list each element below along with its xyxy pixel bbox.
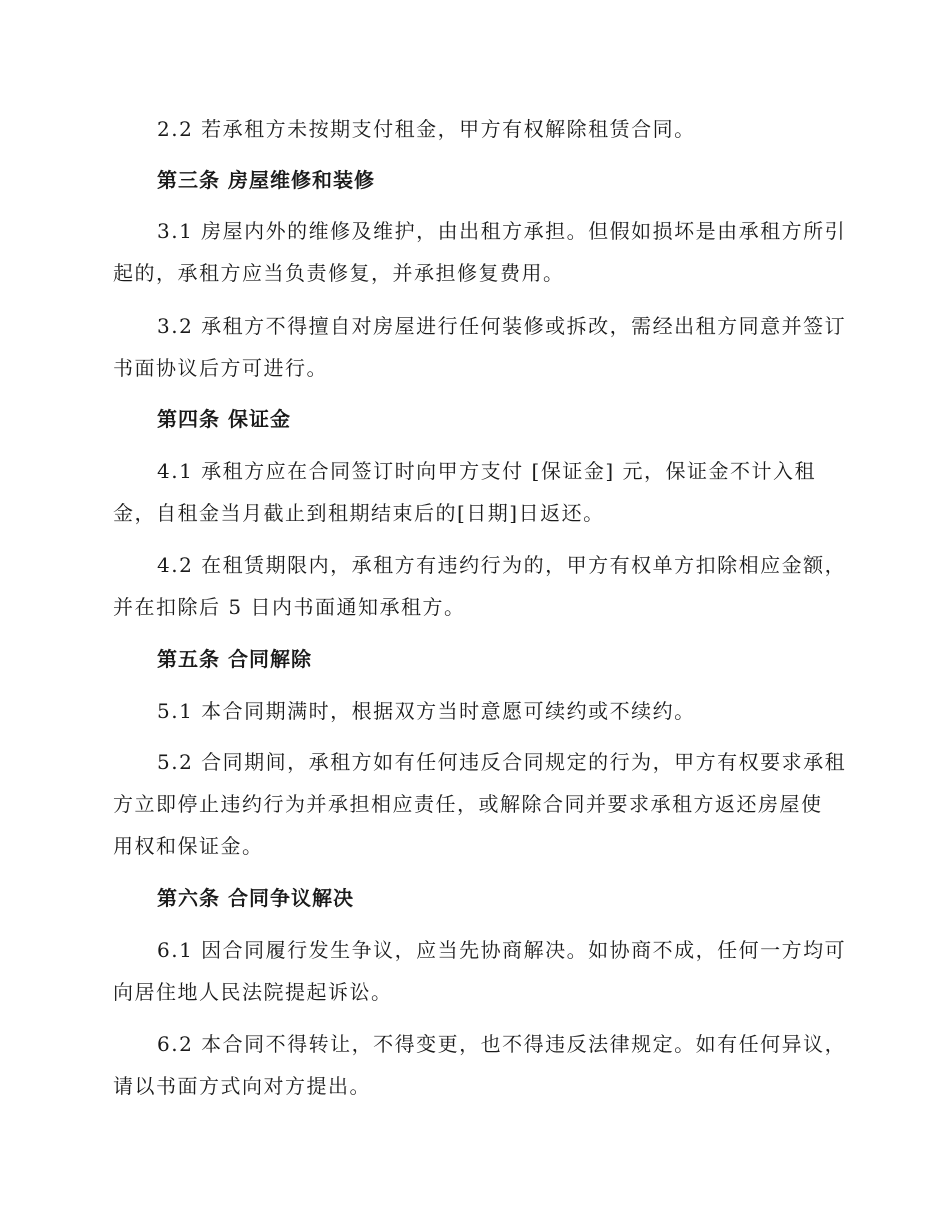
clause-4-1-line-1: 4.1 承租方应在合同签订时向甲方支付 [保证金] 元，保证金不计入租 — [157, 459, 816, 483]
section-heading-article-4: 第四条 保证金 — [157, 407, 291, 431]
section-heading-article-5: 第五条 合同解除 — [157, 647, 312, 671]
clause-3-1-line-2: 起的，承租方应当负责修复，并承担修复费用。 — [113, 261, 565, 285]
clause-5-1-text: 5.1 本合同期满时，根据双方当时意愿可续约或不续约。 — [157, 699, 696, 723]
clause-2-2-text: 2.2 若承租方未按期支付租金，甲方有权解除租赁合同。 — [157, 117, 696, 141]
clause-6-1-line-1: 6.1 因合同履行发生争议，应当先协商解决。如协商不成，任何一方均可 — [157, 938, 847, 962]
clause-6-2-line-2: 请以书面方式向对方提出。 — [113, 1074, 371, 1098]
clause-3-2-line-1: 3.2 承租方不得擅自对房屋进行任何装修或拆改，需经出租方同意并签订 — [157, 314, 847, 338]
clause-4-2-line-1: 4.2 在租赁期限内，承租方有违约行为的，甲方有权单方扣除相应金额， — [157, 553, 847, 577]
section-heading-article-6: 第六条 合同争议解决 — [157, 886, 354, 910]
section-heading-article-3: 第三条 房屋维修和装修 — [157, 168, 375, 192]
clause-5-2-line-3: 用权和保证金。 — [113, 834, 264, 858]
clause-3-1-line-1: 3.1 房屋内外的维修及维护，由出租方承担。但假如损坏是由承租方所引 — [157, 219, 847, 243]
clause-3-2-line-2: 书面协议后方可进行。 — [113, 356, 328, 380]
clause-5-2-line-2: 方立即停止违约行为并承担相应责任，或解除合同并要求承租方返还房屋使 — [113, 792, 823, 816]
clause-5-2-line-1: 5.2 合同期间，承租方如有任何违反合同规定的行为，甲方有权要求承租 — [157, 750, 847, 774]
clause-4-2-line-2: 并在扣除后 5 日内书面通知承租方。 — [113, 595, 466, 619]
clause-6-1-line-2: 向居住地人民法院提起诉讼。 — [113, 980, 393, 1004]
clause-6-2-line-1: 6.2 本合同不得转让，不得变更，也不得违反法律规定。如有任何异议， — [157, 1032, 847, 1056]
clause-4-1-line-2: 金，自租金当月截止到租期结束后的[日期]日返还。 — [113, 501, 605, 525]
